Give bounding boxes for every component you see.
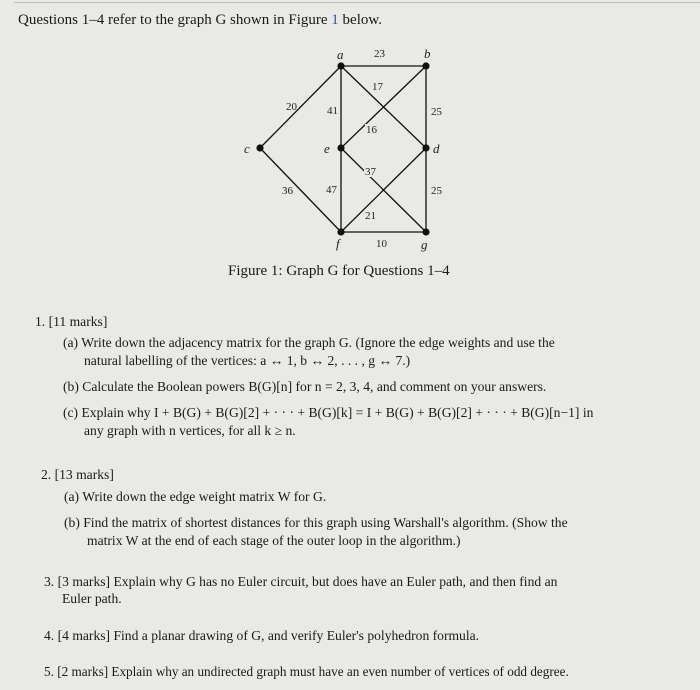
label-e: e [324, 141, 330, 156]
intro-after: below. [342, 12, 382, 28]
q1c-line1: (c) Explain why I + B(G) + B(G)[2] + · · · + B(G)[k] = I + B(G) + B(G)[2] + · · · + B(G)[n−1] in [63, 405, 594, 420]
q3-line2: Euler path. [62, 591, 122, 606]
weight-dg: 25 [431, 185, 442, 197]
weight-cf: 36 [282, 185, 293, 197]
vertex-d [422, 144, 429, 151]
weight-fg: 10 [376, 238, 387, 250]
weight-bd: 25 [431, 106, 442, 118]
figure-caption: Figure 1: Graph G for Questions 1–4 [228, 263, 450, 279]
q1-heading: 1. [11 marks] [35, 314, 108, 329]
q2a-line: (a) Write down the edge weight matrix W for G. [64, 489, 327, 504]
intro-before: Questions 1–4 refer to the graph G shown in Figure [18, 12, 328, 28]
q1a-line1: (a) Write down the adjacency matrix for the graph G. (Ignore the edge weights and use the [63, 335, 555, 350]
label-f: f [336, 236, 340, 251]
label-c: c [244, 141, 250, 156]
weight-ae: 41 [327, 105, 338, 117]
vertex-b [422, 62, 429, 69]
label-g: g [421, 237, 428, 252]
q4-line: 4. [4 marks] Find a planar drawing of G, and verify Euler's polyhedron formula. [44, 628, 480, 643]
weight-ad: 17 [372, 81, 383, 93]
q5-line: 5. [2 marks] Explain why an undirected graph must have an even number of vertices of odd degree. [44, 664, 569, 679]
vertex-g [422, 228, 429, 235]
label-b: b [424, 46, 431, 61]
graph-figure [0, 0, 700, 290]
q2-heading: 2. [13 marks] [41, 467, 114, 482]
label-d: d [433, 141, 440, 156]
vertex-c [256, 144, 263, 151]
weight-ed: 37 [365, 166, 376, 178]
vertex-e [337, 144, 344, 151]
weight-be: 16 [366, 124, 377, 136]
weight-ef: 47 [326, 184, 337, 196]
weight-ac: 20 [286, 101, 297, 113]
weight-fd: 21 [365, 210, 376, 222]
weight-ab: 23 [374, 48, 385, 60]
q1b-line: (b) Calculate the Boolean powers B(G)[n] for n = 2, 3, 4, and comment on your answers. [63, 379, 547, 394]
label-a: a [337, 47, 344, 62]
vertex-f [337, 228, 344, 235]
q3-line1: 3. [3 marks] Explain why G has no Euler circuit, but does have an Euler path, and then find an [44, 574, 558, 589]
figure-link[interactable]: 1 [331, 12, 339, 28]
q2b-line1: (b) Find the matrix of shortest distances for this graph using Warshall's algorithm. (Show the [64, 515, 568, 530]
q1a-line2: natural labelling of the vertices: a ↔ 1, b ↔ 2, . . . , g ↔ 7.) [84, 353, 411, 368]
q2b-line2: matrix W at the end of each stage of the outer loop in the algorithm.) [87, 533, 461, 548]
vertex-a [337, 62, 344, 69]
q1c-line2: any graph with n vertices, for all k ≥ n. [84, 423, 296, 438]
